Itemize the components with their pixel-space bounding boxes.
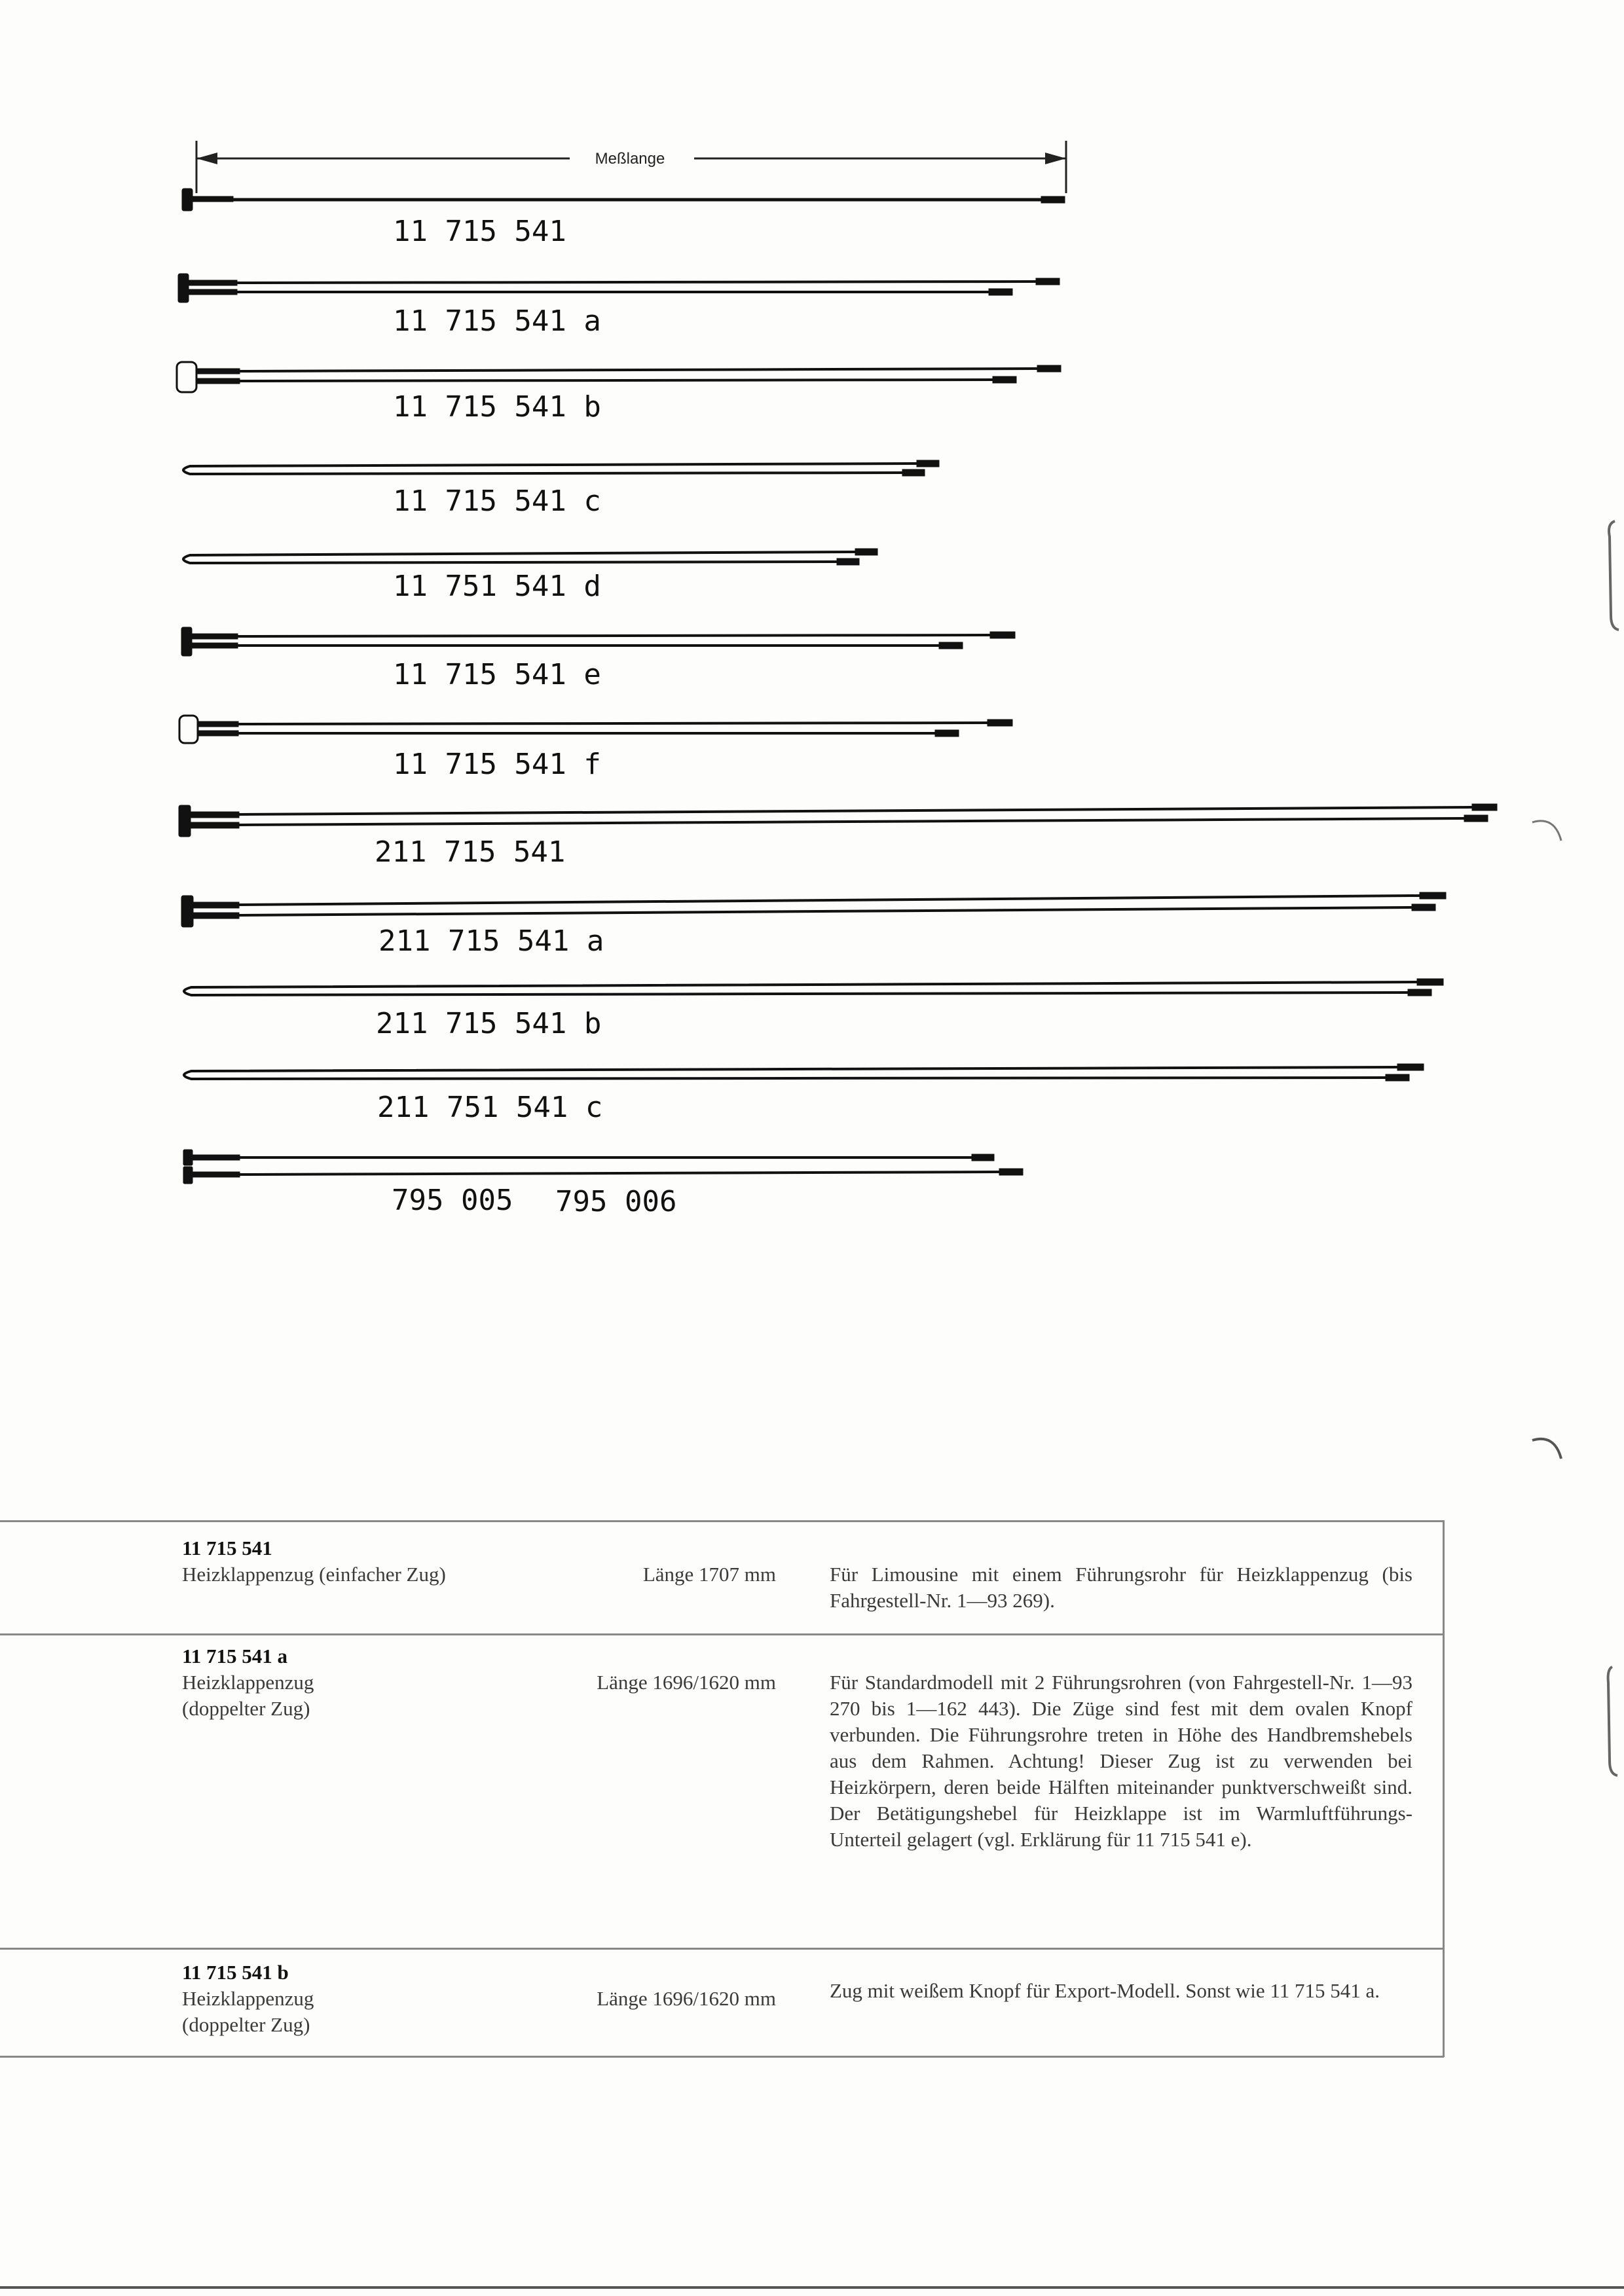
cable-code: 11 715 541 c [393,484,601,518]
punch-hole-mark [1530,816,1569,848]
table-rule [0,1633,1444,1635]
part-name: Heizklappenzug (doppelter Zug) [182,1987,314,2036]
binder-clip-mark [1602,517,1621,635]
cable-11-715-541-c [183,460,939,476]
part-description: Zug mit weißem Knopf für Export-Modell. Sonst wie 11 715 541 a. [830,1979,1380,2002]
part-number: 11 715 541 a [182,1645,288,1667]
cable-11-715-541 [182,189,1065,211]
table-rule [0,1948,1444,1950]
part-length: Länge 1707 mm [642,1563,776,1586]
cable-code: 11 715 541 f [393,748,601,781]
cable-code: 211 751 541 c [377,1091,603,1124]
cable-211-751-541-c [184,1064,1424,1081]
part-name: Heizklappenzug (doppelter Zug) [182,1671,314,1720]
cable-code: 11 715 541 [393,215,566,248]
punch-hole-mark [1530,1434,1569,1467]
cable-11-715-541-b [177,362,1061,392]
cable-code: 11 715 541 b [393,390,601,424]
part-number: 11 715 541 b [182,1961,289,1984]
cable-11-715-541-f [179,716,1012,743]
part-description: Für Limousine mit einem Führungsrohr für Heizklappenzug (bis Fahrgestell-Nr. 1—93 269). [830,1563,1412,1612]
cable-code: 795 005 [392,1184,513,1217]
binder-clip-mark [1602,1663,1621,1781]
cable-code: 795 006 [555,1185,677,1218]
cable-code: 11 715 541 e [393,658,601,691]
part-number: 11 715 541 [182,1537,272,1559]
part-length: Länge 1696/1620 mm [597,1987,776,2010]
cable-211-715-541 [179,804,1497,837]
cable-11-715-541-a [178,274,1060,302]
part-length: Länge 1696/1620 mm [597,1671,776,1694]
table-rule [0,2056,1444,2058]
cable-code: 211 715 541 b [376,1007,602,1040]
cable-code: 11 715 541 a [393,304,601,338]
page-bottom-rule [0,2286,1624,2289]
cable-795-005-006 [183,1150,1023,1184]
table-rule [1443,1948,1445,2057]
cable-11-751-541-d [183,549,877,565]
table-rule [0,1520,1444,1522]
part-name: Heizklappenzug (einfacher Zug) [182,1563,446,1586]
cable-code: 211 715 541 [375,835,566,869]
cable-211-715-541-b [184,979,1443,996]
measure-label: Meßlange [595,150,665,168]
cable-code: 11 751 541 d [393,570,601,603]
cable-11-715-541-e [181,627,1015,656]
cable-code: 211 715 541 a [378,924,604,958]
cable-211-715-541-a [181,892,1446,927]
part-description: Für Standardmodell mit 2 Führungsrohren (von Fahrgestell-Nr. 1—93 270 bis 1—162 443). Die Züge sind fest mit dem ovalen Knopf verbunden. Die Führungsrohre treten in Höhe des Handbremshebels aus dem Rahmen. Achtung! Dieser Zug ist zu verwenden bei Heizkörpern, deren beide Hälften miteinander punktverschweißt sind. Der Betätigungshebel für Heizklappe ist im Warmluftführungs-Unterteil gelagert (vgl. Erklärung für 11 715 541 e). [830,1671,1412,1851]
